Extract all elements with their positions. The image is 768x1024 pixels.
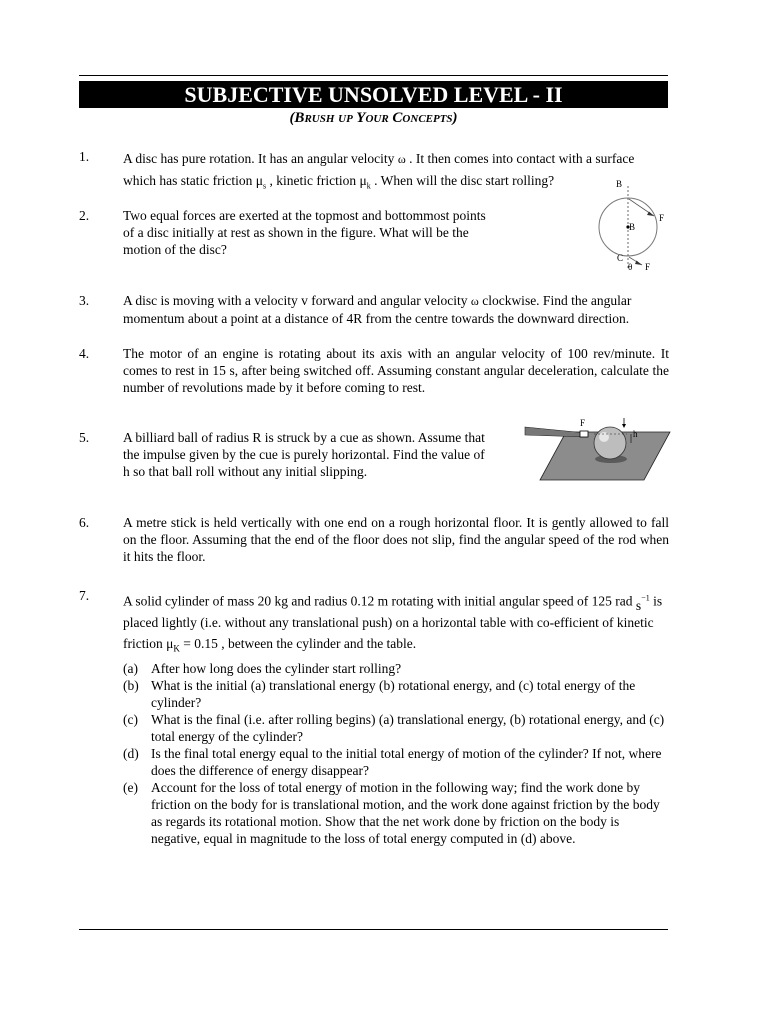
sub-question-list bbox=[123, 660, 669, 847]
question-number: 3. bbox=[79, 293, 90, 308]
top-rule bbox=[79, 75, 668, 76]
sub-question: (a) After how long does the cylinder start rolling? bbox=[123, 661, 402, 677]
label-bottom-c: C bbox=[617, 253, 624, 263]
question-number: 5. bbox=[79, 430, 90, 445]
sub-question: (b) What is the initial (a) translational energy (b) rotational energy, and (c) total energy of the cylinder? bbox=[123, 678, 636, 711]
page-subtitle: (Brush up Your Concepts) bbox=[289, 110, 458, 126]
mu-k-symbol: $\mu_K$ bbox=[166, 635, 180, 654]
question-number: 4. bbox=[79, 346, 90, 361]
disc-figure bbox=[598, 176, 678, 276]
question-text-3: friction $\mu_K = 0.15$ , between the cylinder and the table. bbox=[123, 635, 417, 654]
label-top-b: B bbox=[616, 179, 623, 189]
sub-question: (d) Is the final total energy equal to the initial total energy of motion of the cylinder? If not, where does the difference of energy disappear? bbox=[123, 746, 662, 779]
label-force-bottom: F bbox=[645, 262, 651, 272]
billiard-ball bbox=[594, 427, 626, 459]
cue-tip bbox=[580, 431, 588, 437]
question-text-2: momentum about a point at a distance of 4R from the centre towards the downward direction. bbox=[123, 311, 630, 326]
sub-question: (c) What is the final (i.e. after rolling begins) (a) translational energy, (b) rotational energy, and (c) total energy of the cylinder? bbox=[123, 712, 665, 745]
page-title: SUBJECTIVE UNSOLVED LEVEL - II bbox=[79, 81, 668, 108]
label-h: h bbox=[633, 429, 638, 439]
question-number: 6. bbox=[79, 515, 90, 530]
mu-s-symbol: $\mu_s$ bbox=[255, 173, 267, 191]
omega-symbol: ω bbox=[397, 152, 406, 166]
arrowhead-down-icon bbox=[622, 424, 626, 428]
bottom-rule bbox=[79, 929, 668, 930]
sub-question: (e) Account for the loss of total energy of motion in the following way; find the work done by friction on the body for is translational motion, and the work done against friction by the body as regards its rotational motion. Show that the net work done by friction on the body is negative, equal in magnitude to the loss of total energy computed in (d) above. bbox=[123, 780, 660, 847]
question-text: A solid cylinder of mass 20 kg and radius 0.12 m rotating with initial angular speed of 125 rad $s^{-1}$ is bbox=[123, 593, 663, 613]
unit-per-second: $s^{-1}$ bbox=[635, 593, 650, 613]
label-theta: θ bbox=[628, 262, 633, 272]
question-text: Two equal forces are exerted at the topmost and bottommost points of a disc initially at rest as shown in the figure. What will be the motion of the disc? bbox=[123, 208, 486, 257]
omega-symbol: ω bbox=[470, 294, 479, 308]
question-number: 1. bbox=[79, 149, 90, 164]
label-center-b: B bbox=[629, 222, 636, 232]
question-text-2: placed lightly (i.e. without any translational push) on a horizontal table with co-efficient of kinetic bbox=[123, 614, 654, 630]
billiard-figure bbox=[524, 414, 672, 484]
ball-highlight bbox=[599, 432, 609, 442]
question-text-2: which has static friction $\mu_s$ , kinetic friction $\mu_k$ . When will the disc start rolling? bbox=[123, 173, 555, 191]
question-number: 7. bbox=[79, 588, 90, 603]
question-text: A billiard ball of radius R is struck by a cue as shown. Assume that the impulse given by the cue is purely horizontal. Find the value of h so that ball roll without any initial slipping. bbox=[123, 430, 485, 479]
cue-stick bbox=[525, 427, 586, 437]
question-text: The motor of an engine is rotating about its axis with an angular velocity of 100 rev/minute. It comes to rest in 15 s, after being switched off. Assuming constant angular deceleration, calculate the number of revolutions made by it before coming to rest. bbox=[123, 346, 669, 395]
label-force-top: F bbox=[659, 213, 665, 223]
mu-k-symbol: $\mu_k$ bbox=[359, 173, 371, 191]
question-text: A metre stick is held vertically with one end on a rough horizontal floor. It is gently allowed to fall on the floor. Assuming that the end of the floor does not slip, find the angular speed of the rod when it hits the floor. bbox=[123, 515, 669, 564]
question-number: 2. bbox=[79, 208, 90, 223]
label-force: F bbox=[580, 418, 586, 428]
question-text: A disc is moving with a velocity v forward and angular velocity ω clockwise. Find the angular bbox=[123, 293, 632, 308]
question-text: A disc has pure rotation. It has an angular velocity ω . It then comes into contact with a surface bbox=[123, 151, 635, 166]
